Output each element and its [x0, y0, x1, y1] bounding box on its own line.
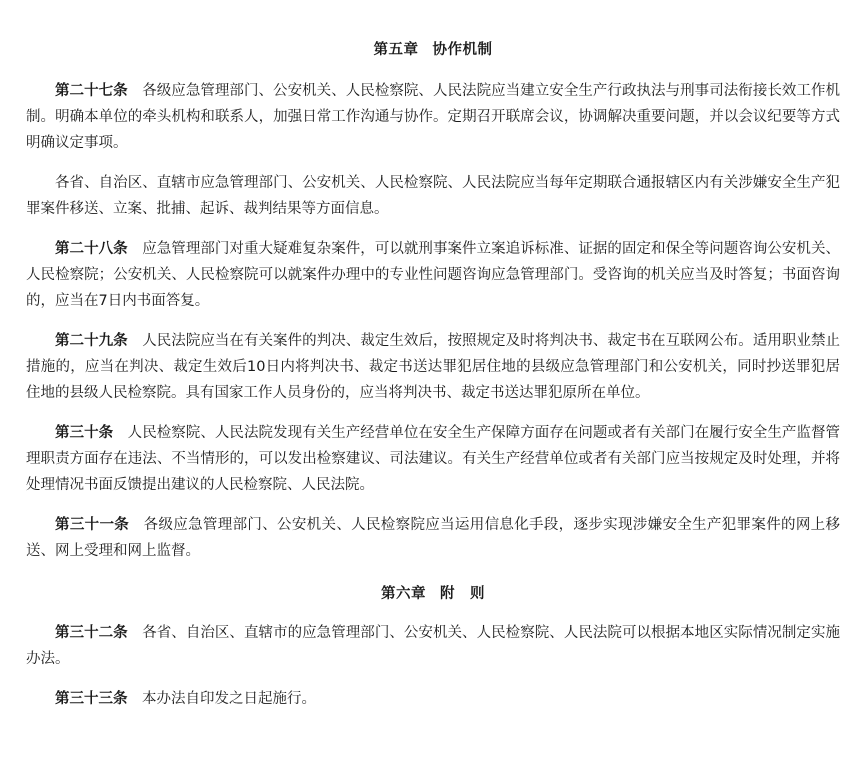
article-number: 第二十九条	[55, 333, 128, 349]
article-number: 第三十条	[55, 425, 114, 441]
article-29	[26, 328, 840, 406]
article-text: 各级应急管理部门、公安机关、人民检察院、人民法院应当建立安全生产行政执法与刑事司法衔接长效工作机制。明确本单位的牵头机构和联系人，加强日常工作沟通与协作。定期召开联席会议，协调解决重要问题，并以会议纪要等方式明确议定事项。	[26, 83, 841, 151]
article-27-paragraph-2	[26, 170, 840, 222]
article-text: 各级应急管理部门、公安机关、人民检察院应当运用信息化手段，逐步实现涉嫌安全生产犯罪案件的网上移送、网上受理和网上监督。	[26, 517, 841, 559]
chapter-label: 第六章	[381, 586, 426, 602]
article-text: 各省、自治区、直辖市的应急管理部门、公安机关、人民检察院、人民法院可以根据本地区实际情况制定实施办法。	[26, 625, 841, 667]
chapter-title: 附 则	[440, 586, 485, 602]
article-text: 各省、自治区、直辖市应急管理部门、公安机关、人民检察院、人民法院应当每年定期联合通报辖区内有关涉嫌安全生产犯罪案件移送、立案、批捕、起诉、裁判结果等方面信息。	[26, 175, 840, 217]
article-28	[26, 236, 840, 314]
article-27	[26, 78, 840, 156]
article-30	[26, 420, 840, 498]
article-32	[26, 620, 840, 672]
article-33	[26, 686, 840, 712]
article-number: 第二十七条	[55, 83, 128, 99]
article-text: 人民检察院、人民法院发现有关生产经营单位在安全生产保障方面存在问题或者有关部门在履行安全生产监督管理职责方面存在违法、不当情形的，可以发出检察建议、司法建议。有关生产经营单位或者有关部门应当按规定及时处理，并将处理情况书面反馈提出建议的人民检察院、人民法院。	[26, 425, 840, 493]
article-text: 人民法院应当在有关案件的判决、裁定生效后，按照规定及时将判决书、裁定书在互联网公布。适用职业禁止措施的，应当在判决、裁定生效后10日内将判决书、裁定书送达罪犯居住地的县级应急管理部门和公安机关，同时抄送罪犯居住地的县级人民检察院。具有国家工作人员身份的，应当将判决书、裁定书送达罪犯原所在单位。	[26, 333, 841, 401]
document-page	[0, 40, 866, 759]
chapter-heading	[26, 40, 840, 60]
chapter-title: 协作机制	[432, 42, 493, 58]
article-text: 本办法自印发之日起施行。	[142, 691, 316, 707]
chapter-label: 第五章	[373, 42, 419, 58]
chapter-heading	[26, 584, 840, 604]
article-text: 应急管理部门对重大疑难复杂案件，可以就刑事案件立案追诉标准、证据的固定和保全等问题咨询公安机关、人民检察院；公安机关、人民检察院可以就案件办理中的专业性问题咨询应急管理部门。受咨询的机关应当及时答复；书面咨询的，应当在7日内书面答复。	[26, 241, 841, 309]
article-number: 第三十一条	[55, 517, 130, 533]
article-number: 第三十三条	[55, 691, 128, 707]
article-number: 第二十八条	[55, 241, 128, 257]
article-number: 第三十二条	[55, 625, 128, 641]
article-31	[26, 512, 840, 564]
